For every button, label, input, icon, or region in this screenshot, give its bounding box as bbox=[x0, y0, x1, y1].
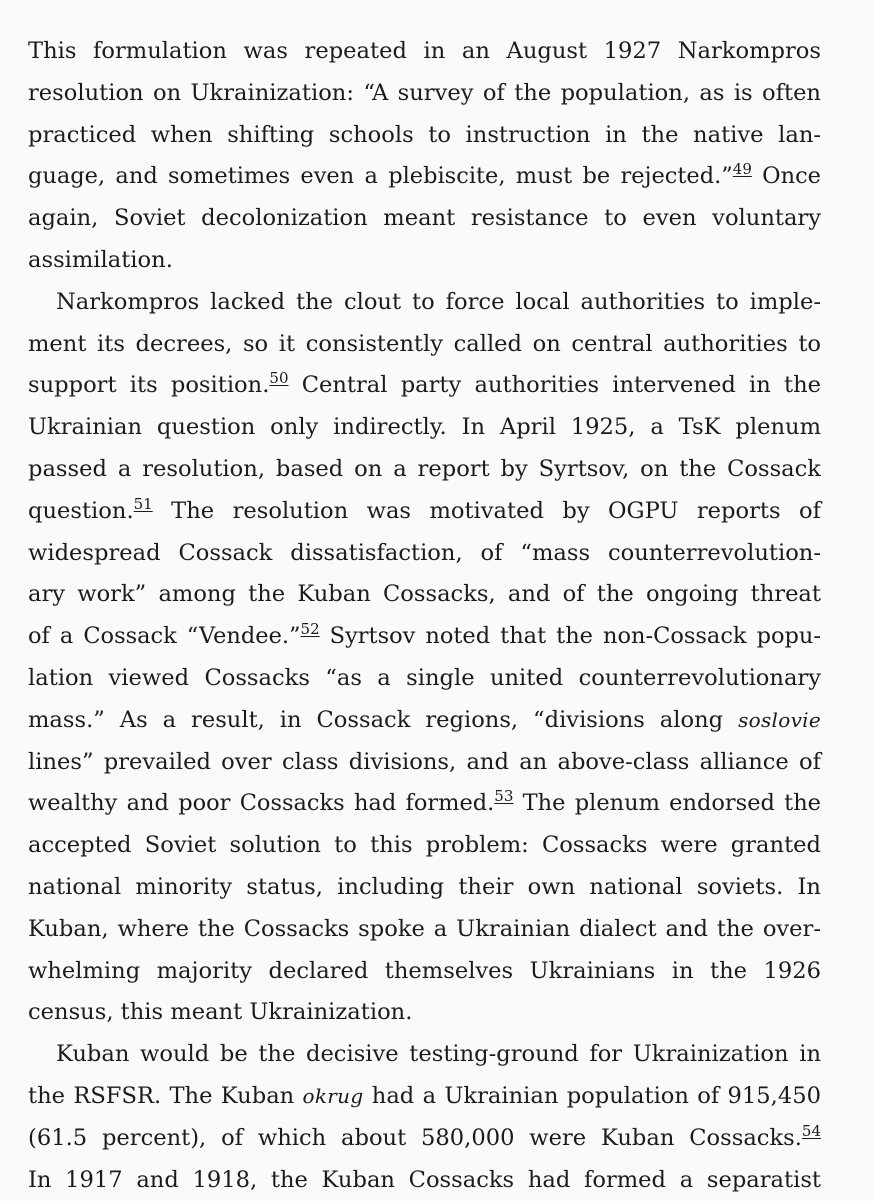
text-line bbox=[28, 783, 821, 825]
text-segment: support its position. bbox=[28, 372, 270, 399]
text-segment: Central party authorities intervened in the bbox=[288, 372, 821, 399]
text-segment: ary work” among the Kuban Cossacks, and of the ongoing threat bbox=[28, 581, 821, 608]
text-line bbox=[28, 115, 821, 157]
text-segment: The resolution was motivated by OGPU reports of bbox=[152, 497, 821, 524]
text-line bbox=[28, 909, 821, 951]
text-segment: passed a resolution, based on a report by Syrtsov, on the Cossack bbox=[28, 455, 821, 482]
paragraph bbox=[28, 1034, 821, 1201]
text-segment: again, Soviet decolonization meant resistance to even voluntary bbox=[28, 205, 821, 232]
text-line bbox=[28, 867, 821, 909]
text-line bbox=[28, 742, 821, 784]
text-segment: lines” prevailed over class divisions, and an above-class alliance of bbox=[28, 748, 821, 775]
text-segment: had a Ukrainian population of 915,450 bbox=[363, 1082, 821, 1109]
text-segment: Once bbox=[751, 163, 821, 190]
text-segment: resolution on Ukrainization: “A survey of the population, as is often bbox=[28, 79, 821, 106]
text-segment: wealthy and poor Cossacks had formed. bbox=[28, 790, 495, 817]
text-segment: accepted Soviet solution to this problem: Cossacks were granted bbox=[28, 832, 821, 859]
text-segment: (61.5 percent), of which about 580,000 were Kuban Cossacks. bbox=[28, 1124, 802, 1151]
text-line bbox=[28, 1034, 821, 1076]
text-segment: national minority status, including their own national soviets. In bbox=[28, 873, 821, 900]
footnote-reference[interactable]: 54 bbox=[801, 1121, 821, 1140]
text-segment: assimilation. bbox=[28, 246, 173, 273]
text-line bbox=[28, 992, 821, 1034]
text-line bbox=[28, 31, 821, 73]
text-line bbox=[28, 156, 821, 198]
text-line bbox=[28, 700, 821, 742]
text-segment: the RSFSR. The Kuban bbox=[28, 1082, 303, 1109]
footnote-reference[interactable]: 51 bbox=[133, 494, 153, 513]
text-segment: whelming majority declared themselves Ukrainians in the 1926 bbox=[28, 957, 821, 984]
text-segment: Kuban would be the decisive testing-ground for Ukrainization in bbox=[56, 1041, 821, 1068]
text-segment: Syrtsov noted that the non-Cossack popu- bbox=[319, 623, 821, 650]
text-segment: census, this meant Ukrainization. bbox=[28, 999, 413, 1026]
text-segment: The plenum endorsed the bbox=[513, 790, 821, 817]
text-segment: Narkompros lacked the clout to force local authorities to imple- bbox=[56, 288, 821, 315]
text-line bbox=[28, 282, 821, 324]
text-segment: practiced when shifting schools to instruction in the native lan- bbox=[28, 121, 821, 148]
footnote-reference[interactable]: 50 bbox=[269, 369, 289, 388]
text-segment: question. bbox=[28, 497, 134, 524]
text-line bbox=[28, 574, 821, 616]
page-body-text bbox=[28, 31, 821, 1201]
text-segment: guage, and sometimes even a plebiscite, must be rejected.” bbox=[28, 163, 733, 190]
text-segment: ment its decrees, so it consistently called on central authorities to bbox=[28, 330, 821, 357]
footnote-reference[interactable]: 52 bbox=[300, 620, 320, 639]
text-line bbox=[28, 365, 821, 407]
text-line bbox=[28, 1160, 821, 1201]
paragraph bbox=[28, 282, 821, 1034]
text-segment: mass.” As a result, in Cossack regions, “divisions along bbox=[28, 706, 739, 733]
text-line bbox=[28, 1076, 821, 1118]
italic-term: okrug bbox=[302, 1083, 364, 1108]
text-segment: lation viewed Cossacks “as a single united counterrevolutionary bbox=[28, 664, 821, 691]
text-line bbox=[28, 951, 821, 993]
text-line bbox=[28, 324, 821, 366]
text-segment: of a Cossack “Vendee.” bbox=[28, 623, 301, 650]
text-line bbox=[28, 533, 821, 575]
footnote-reference[interactable]: 49 bbox=[732, 160, 752, 179]
text-line bbox=[28, 825, 821, 867]
text-line bbox=[28, 491, 821, 533]
text-line bbox=[28, 616, 821, 658]
text-segment: Ukrainian question only indirectly. In April 1925, a TsK plenum bbox=[28, 414, 821, 441]
text-line bbox=[28, 240, 821, 282]
text-segment: In 1917 and 1918, the Kuban Cossacks had formed a separatist bbox=[28, 1166, 821, 1193]
text-segment: widespread Cossack dissatisfaction, of “mass counterrevolution- bbox=[28, 539, 821, 566]
text-line bbox=[28, 1118, 821, 1160]
text-line bbox=[28, 449, 821, 491]
footnote-reference[interactable]: 53 bbox=[494, 787, 514, 806]
text-segment: Kuban, where the Cossacks spoke a Ukrainian dialect and the over- bbox=[28, 915, 821, 942]
paragraph bbox=[28, 31, 821, 282]
text-line bbox=[28, 198, 821, 240]
text-segment: This formulation was repeated in an August 1927 Narkompros bbox=[28, 38, 821, 64]
text-line bbox=[28, 658, 821, 700]
text-line bbox=[28, 73, 821, 115]
text-line bbox=[28, 407, 821, 449]
italic-term: soslovie bbox=[738, 707, 821, 732]
